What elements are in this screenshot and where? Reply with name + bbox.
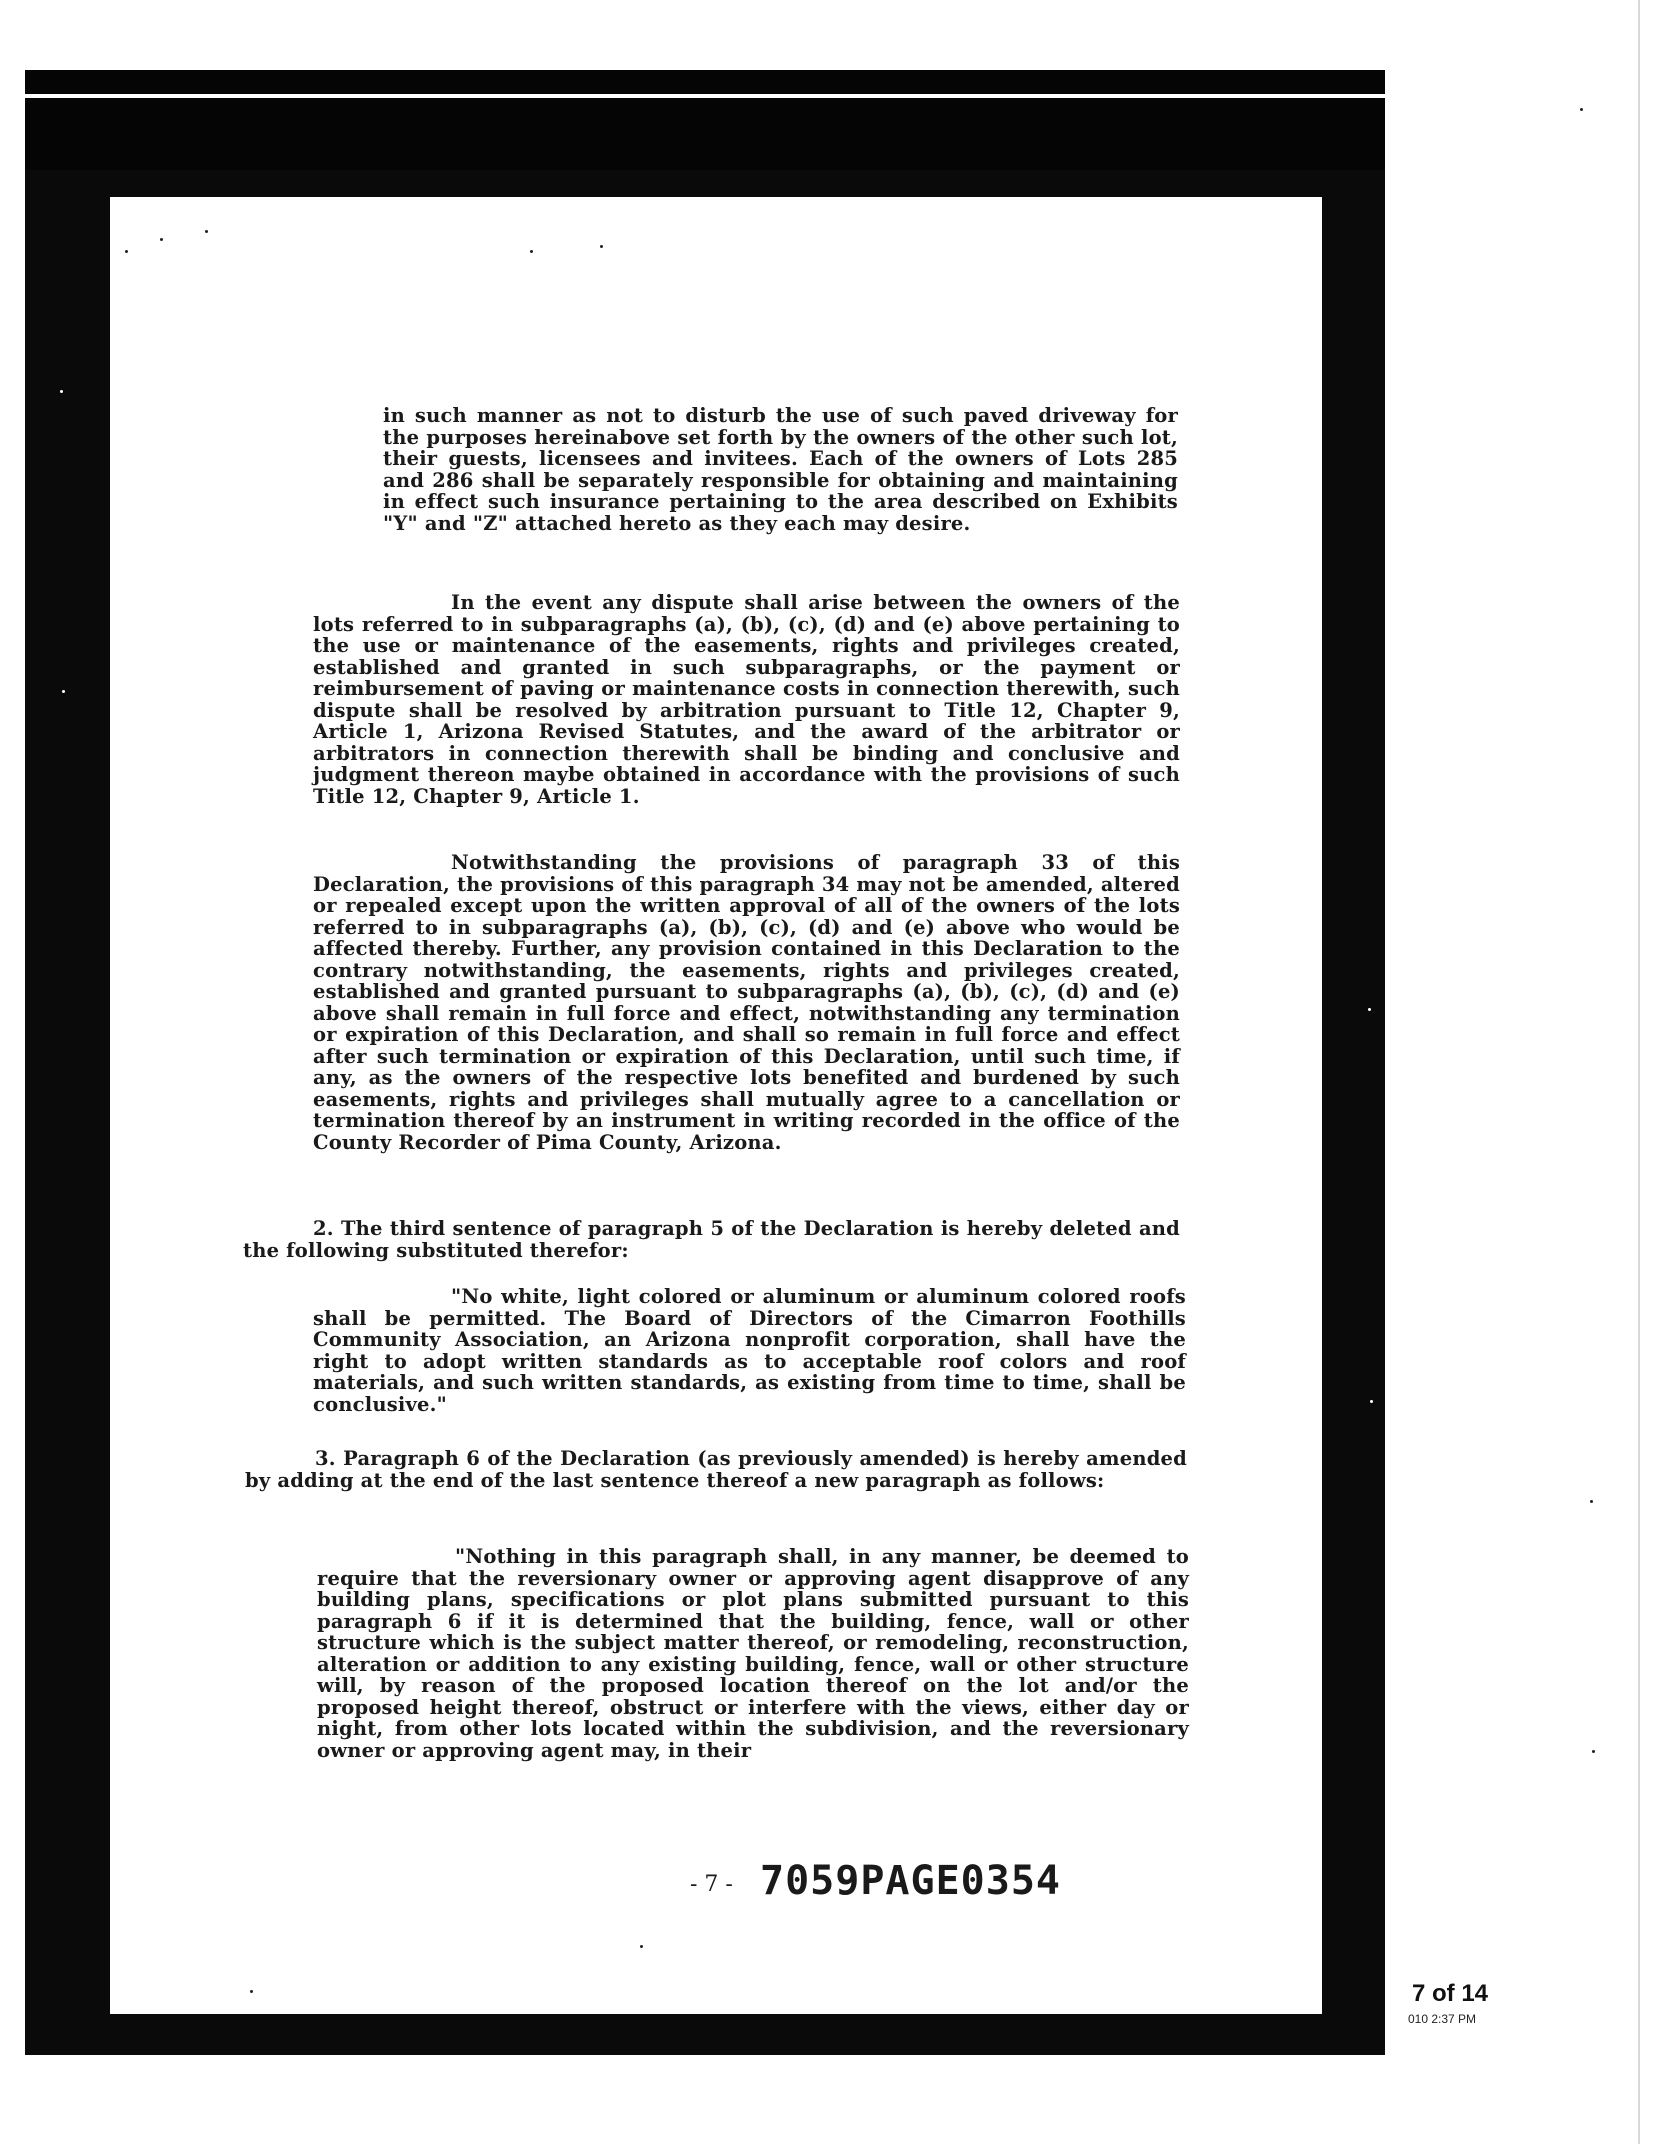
- scan-speck: [1368, 1008, 1371, 1011]
- scan-speck: [125, 250, 128, 253]
- scan-speck: [1370, 1400, 1373, 1403]
- paragraph-section-3: 3. Paragraph 6 of the Declaration (as previously amended) is hereby amended by adding at the end of the last sentence thereof a new paragraph as follows:: [245, 1447, 1187, 1492]
- paragraph-roofs-quote: "No white, light colored or aluminum or aluminum colored roofs shall be permitted. The Board of Directors of the Cimarron Foothills Community Association, an Arizona nonprofit corporation, shall have the right to adopt written standards as to acceptable roof colors and roof materials, and such written standards, as existing from time to time, shall be conclusive.": [313, 1285, 1186, 1416]
- paragraph-section-2: 2. The third sentence of paragraph 5 of the Declaration is hereby deleted and the following substituted therefor:: [243, 1217, 1180, 1262]
- page-number: - 7 -: [690, 1872, 733, 1897]
- scan-top-rule: [25, 94, 1385, 98]
- paragraph-insurance: in such manner as not to disturb the use of such paved driveway for the purposes hereinabove set forth by the owners of the other such lot, their guests, licensees and invitees. Each of the owners of Lots 285 and 286 shall be separately responsible for obtaining and maintaining in effect such insurance pertaining to the area described on Exhibits "Y" and "Z" attached hereto as they each may desire.: [383, 404, 1178, 535]
- scan-speck: [530, 250, 533, 253]
- paragraph-notwithstanding: Notwithstanding the provisions of paragraph 33 of this Declaration, the provisions of this paragraph 34 may not be amended, altered or repealed except upon the written approval of all of the owners of the lots referred to in subparagraphs (a), (b), (c), (d) and (e) above who would be affected thereby. Further, any provision contained in this Declaration to the contrary notwithstanding, the easements, rights and privileges created, established and granted pursuant to subparagraphs (a), (b), (c), (d) and (e) above shall remain in full force and effect, notwithstanding any termination or expiration of this Declaration, and shall so remain in full force and effect after such termination or expiration of this Declaration, until such time, if any, as the owners of the respective lots benefited and burdened by such easements, rights and privileges shall mutually agree to a cancellation or termination thereof by an instrument in writing recorded in the office of the County Recorder of Pima County, Arizona.: [313, 851, 1180, 1154]
- scan-speck: [205, 230, 208, 233]
- scan-speck: [160, 238, 163, 241]
- scan-speck: [250, 1990, 253, 1993]
- scan-speck: [640, 1945, 643, 1948]
- scan-top-band: [25, 70, 1385, 170]
- print-timestamp: 010 2:37 PM: [1408, 2012, 1477, 2026]
- scan-speck: [600, 245, 603, 248]
- paragraph-nothing-quote: "Nothing in this paragraph shall, in any manner, be deemed to require that the reversionary owner or approving agent disapprove of any building plans, specifications or plot plans submitted pursuant to this paragraph 6 if it is determined that the building, fence, wall or other structure which is the subject matter thereof, or remodeling, reconstruction, alteration or addition to any existing building, fence, wall or other structure will, by reason of the proposed location thereof on the lot and/or the proposed height thereof, obstruct or interfere with the views, either day or night, from other lots located within the subdivision, and the reversionary owner or approving agent may, in their: [317, 1545, 1189, 1762]
- scan-speck: [1590, 1500, 1593, 1503]
- scan-speck: [1580, 108, 1583, 111]
- recording-stamp: 7059PAGE0354: [760, 1858, 1061, 1904]
- viewer-edge: [1638, 0, 1640, 2144]
- page-count-label: 7 of 14: [1412, 1980, 1489, 2007]
- paragraph-dispute: In the event any dispute shall arise between the owners of the lots referred to in subparagraphs (a), (b), (c), (d) and (e) above pertaining to the use or maintenance of the easements, rights and privileges created, established and granted in such subparagraphs, or the payment or reimbursement of paving or maintenance costs in connection therewith, such dispute shall be resolved by arbitration pursuant to Title 12, Chapter 9, Article 1, Arizona Revised Statutes, and the award of the arbitrator or arbitrators in connection therewith shall be binding and conclusive and judgment thereon maybe obtained in accordance with the provisions of such Title 12, Chapter 9, Article 1.: [313, 591, 1180, 808]
- scan-speck: [1592, 1750, 1595, 1753]
- scan-speck: [62, 690, 65, 693]
- scan-speck: [60, 390, 63, 393]
